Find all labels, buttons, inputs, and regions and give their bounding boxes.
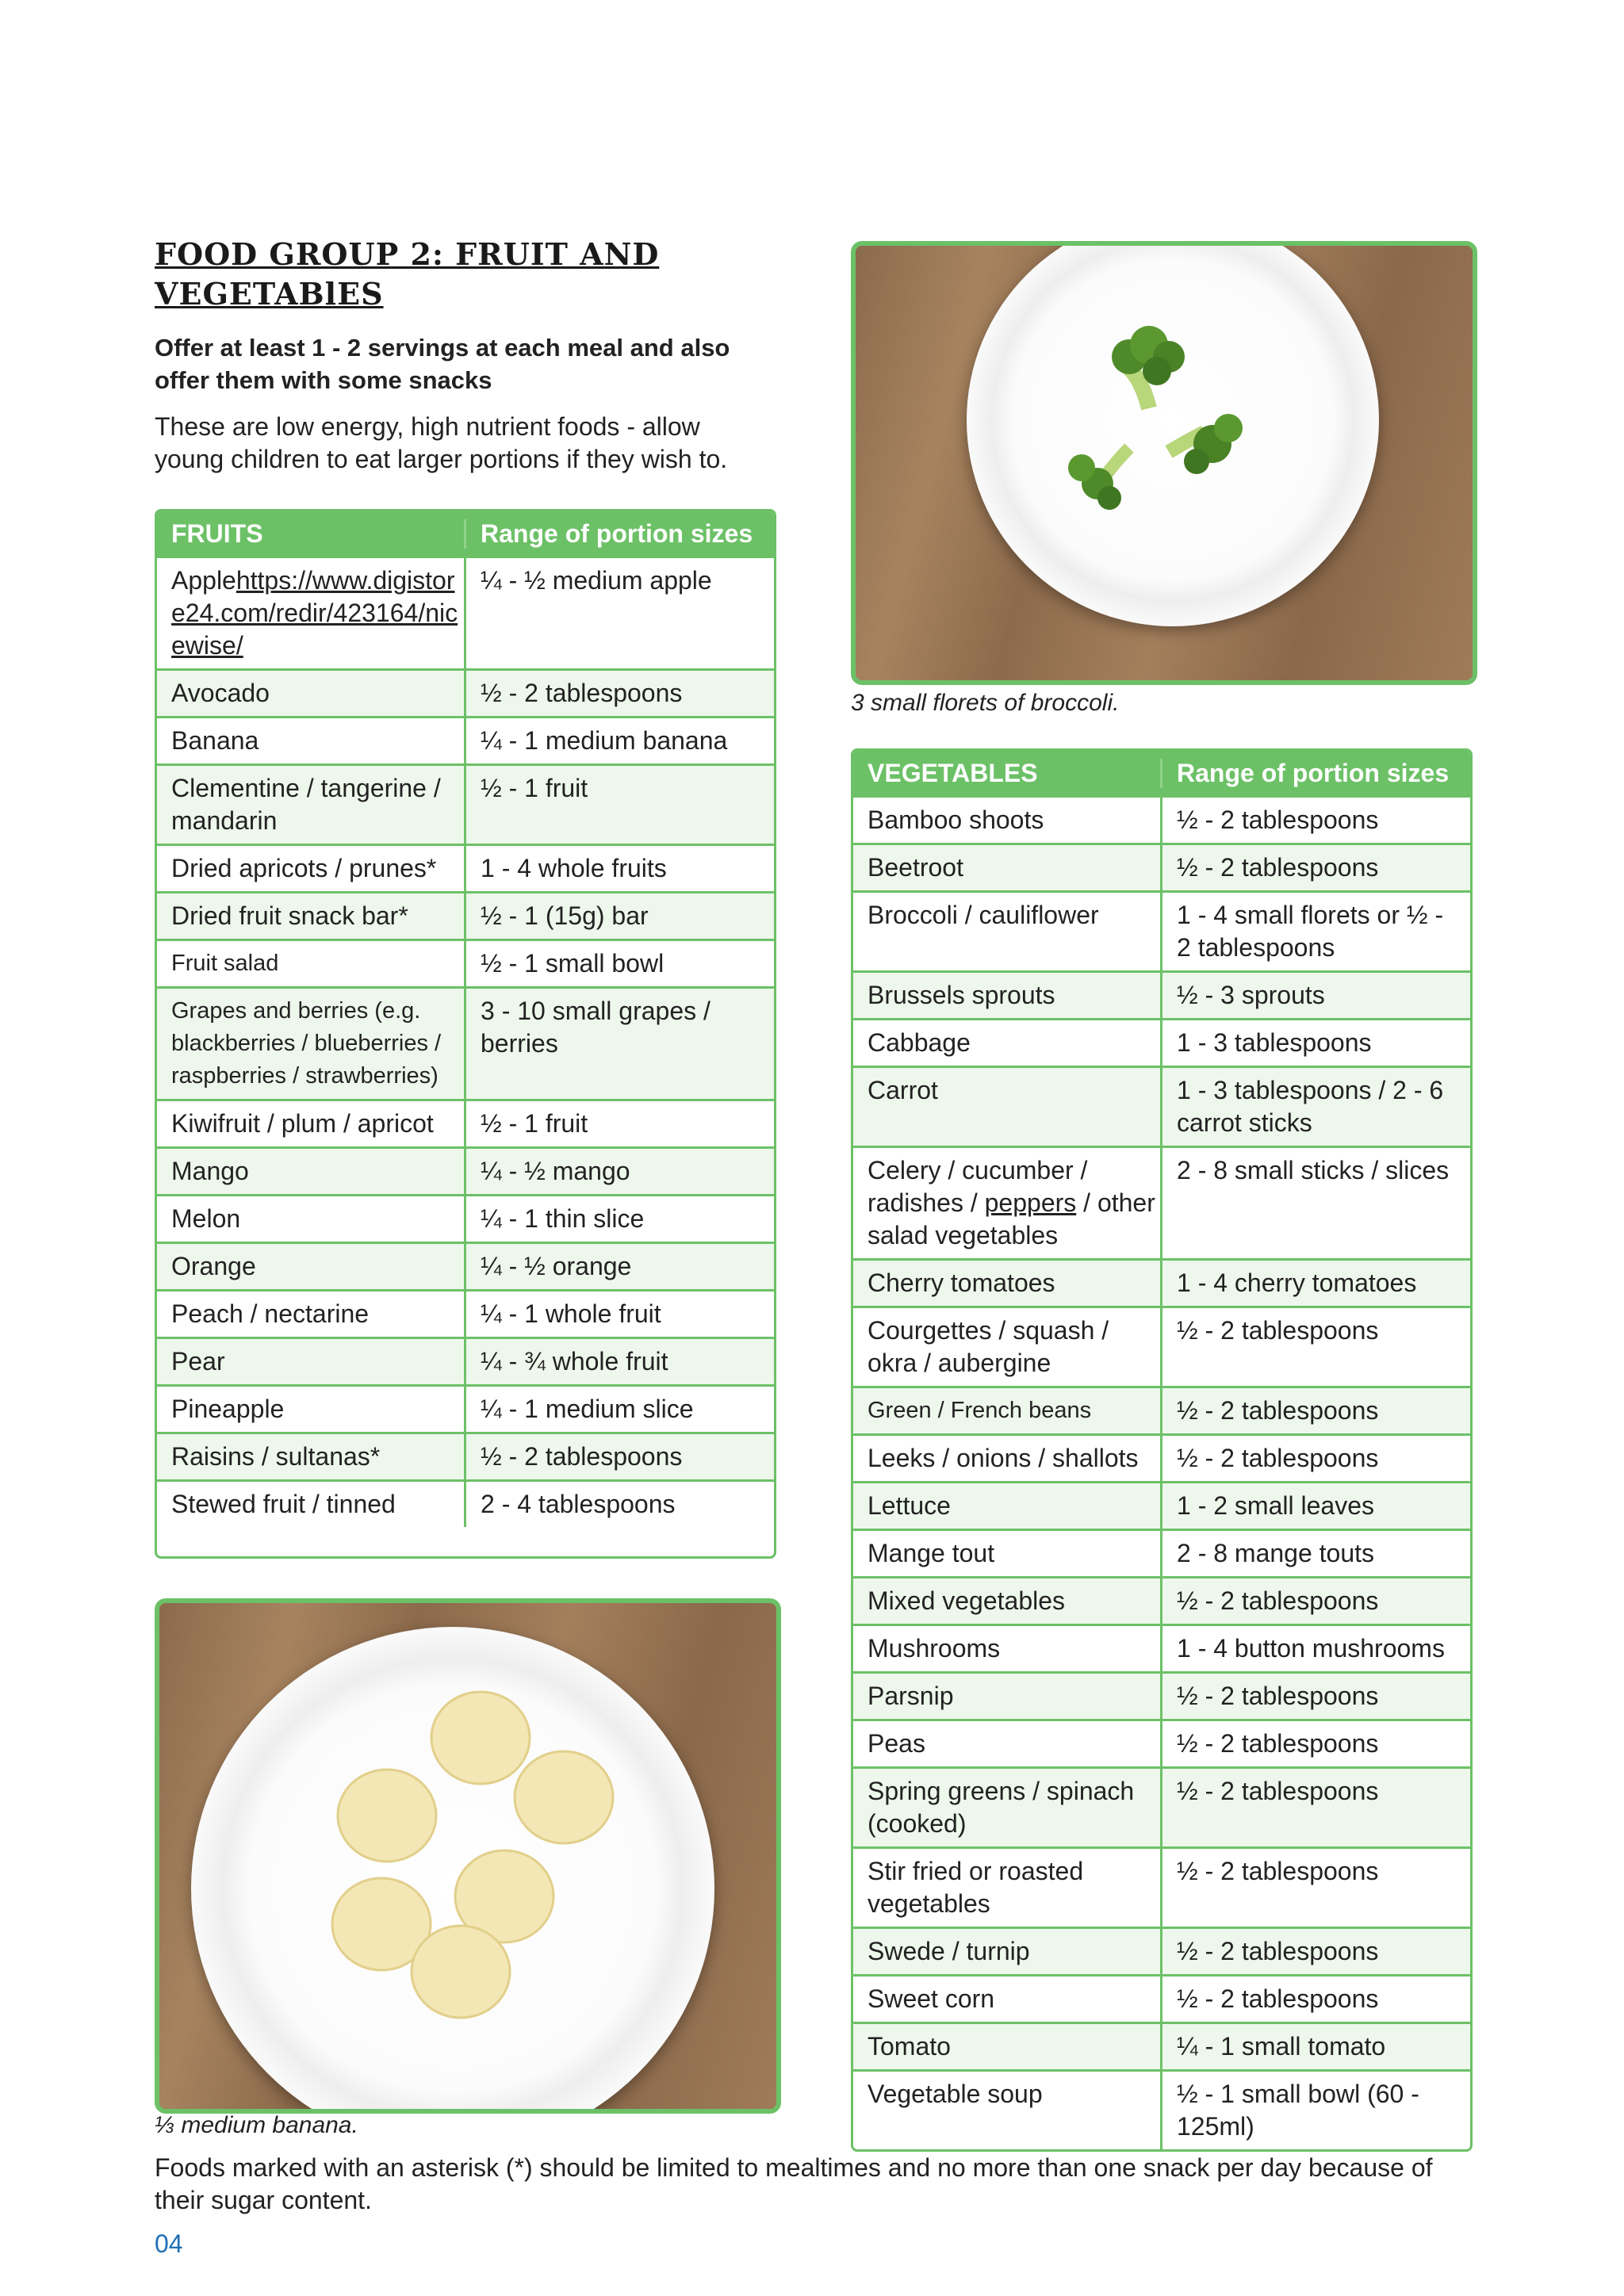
portion-cell: ¼ - ½ orange [481,1252,632,1280]
banana-slice [431,1692,530,1784]
portion-cell: ¼ - ½ medium apple [481,566,712,595]
table-row [853,1529,1470,1576]
portion-cell: ½ - 2 tablespoons [481,1442,683,1471]
food-cell: Green / French beans [853,1388,1162,1433]
table-row [853,1719,1470,1766]
food-cell [853,1148,1162,1258]
table-row [157,763,774,844]
food-cell: Dried fruit snack bar* [157,894,466,939]
vegetables-table-header [853,751,1470,795]
food-cell: Stewed fruit / tinned [157,1482,466,1527]
food-cell: Tomato [853,2024,1162,2069]
table-row [853,795,1470,843]
portion-cell: ½ - 2 tablespoons [1177,1316,1379,1345]
table-row [157,556,774,668]
portion-cell: 1 - 3 tablespoons / 2 - 6 carrot sticks [1177,1076,1444,1137]
food-name: Celery / cucumber / radishes / [868,1156,1088,1217]
broccoli-floret [1068,448,1129,510]
vegetables-table [851,748,1473,2152]
food-cell: Mushrooms [853,1626,1162,1671]
fruits-table-header [157,511,774,556]
portion-cell: 1 - 2 small leaves [1177,1491,1374,1520]
food-cell: Cherry tomatoes [853,1261,1162,1306]
portion-cell: ½ - 2 tablespoons [1177,1857,1379,1885]
table-row [853,1386,1470,1433]
table-row [853,970,1470,1018]
food-cell: Kiwifruit / plum / apricot [157,1101,466,1146]
food-cell: Courgettes / squash / okra / aubergine [853,1308,1162,1386]
portion-cell: 1 - 4 button mushrooms [1177,1634,1445,1663]
banana-photo [155,1598,781,2114]
food-cell: Cabbage [853,1020,1162,1066]
food-cell: Dried apricots / prunes* [157,846,466,891]
portion-cell: ¼ - ¾ whole fruit [481,1347,668,1376]
table-row [853,890,1470,970]
food-cell: Orange [157,1244,466,1289]
food-cell: Grapes and berries (e.g. blackberries / blueberries / raspberries / strawberries) [157,989,466,1099]
portion-cell: ½ - 2 tablespoons [1177,1586,1379,1615]
apple-link[interactable]: https://www.digistore24.com/redir/423164/nicewise/ [171,566,458,660]
food-cell: Beetroot [853,845,1162,890]
table-row [853,1576,1470,1624]
food-cell: Mange tout [853,1531,1162,1576]
food-cell: Parsnip [853,1674,1162,1719]
table-row [157,1099,774,1146]
food-cell: Mixed vegetables [853,1578,1162,1624]
portion-cell: 2 - 4 tablespoons [481,1490,676,1518]
broccoli-caption: 3 small florets of broccoli. [851,690,1120,716]
food-cell: Pear [157,1339,466,1384]
table-row [853,1671,1470,1719]
table-row [853,1258,1470,1306]
food-cell: Stir fried or roasted vegetables [853,1849,1162,1927]
portion-cell: ½ - 3 sprouts [1177,981,1325,1009]
page-number: 04 [155,2229,183,2258]
table-row [157,891,774,939]
table-row [853,1624,1470,1671]
portion-cell: ¼ - 1 whole fruit [481,1299,661,1328]
food-name: / other salad vegetables [868,1188,1155,1249]
portion-cell: ½ - 2 tablespoons [481,679,683,707]
food-cell: Lettuce [853,1483,1162,1529]
food-cell: Vegetable soup [853,2072,1162,2149]
table-row [853,1433,1470,1481]
table-row [853,1018,1470,1066]
food-cell: Swede / turnip [853,1929,1162,1974]
table-row [157,986,774,1099]
food-cell: Mango [157,1149,466,1194]
portion-cell: ½ - 2 tablespoons [1177,806,1379,834]
table-row [157,1432,774,1479]
broccoli-florets [856,246,1473,680]
table-row [853,1974,1470,2022]
table-row [157,844,774,891]
portion-cell: ¼ - 1 small tomato [1177,2032,1386,2061]
food-cell: Peach / nectarine [157,1292,466,1337]
food-cell: Brussels sprouts [853,973,1162,1018]
portion-cell: 2 - 8 small sticks / slices [1177,1156,1450,1184]
food-cell: Carrot [853,1068,1162,1146]
portion-cell: 2 - 8 mange touts [1177,1539,1375,1567]
table-row [157,668,774,716]
food-cell: Melon [157,1196,466,1242]
food-cell: Broccoli / cauliflower [853,893,1162,970]
portion-cell: 1 - 4 cherry tomatoes [1177,1269,1417,1297]
broccoli-floret [1112,326,1185,408]
table-row [157,1242,774,1289]
portion-cell: ¼ - 1 medium banana [481,726,728,755]
table-row [853,2069,1470,2149]
table-row [157,1384,774,1432]
portion-cell: ½ - 1 fruit [481,1109,588,1138]
table-row [853,843,1470,890]
food-cell: Leeks / onions / shallots [853,1436,1162,1481]
vegetables-column-header: VEGETABLES [853,759,1162,788]
table-row [853,1066,1470,1146]
portion-cell: ½ - 2 tablespoons [1177,1777,1379,1805]
food-cell: Pineapple [157,1387,466,1432]
banana-slice [338,1770,436,1862]
table-row [157,1146,774,1194]
portion-cell: ½ - 2 tablespoons [1177,853,1379,882]
portion-cell: 1 - 4 small florets or ½ - 2 tablespoons [1177,901,1444,962]
table-row [157,1194,774,1242]
food-cell: Peas [853,1721,1162,1766]
table-row [157,1337,774,1384]
banana-caption: ⅓ medium banana. [155,2112,358,2138]
portion-cell: ½ - 1 small bowl (60 - 125ml) [1177,2080,1419,2141]
table-row [853,1927,1470,1974]
portion-cell: 3 - 10 small grapes / berries [481,997,710,1058]
portion-cell: ½ - 1 small bowl [481,949,665,978]
banana-slice [515,1751,613,1843]
portion-cell: ½ - 1 (15g) bar [481,901,649,930]
table-row [157,716,774,763]
portion-column-header: Range of portion sizes [1177,758,1450,787]
portion-cell: ¼ - ½ mango [481,1157,630,1185]
peppers-link[interactable]: peppers [984,1188,1077,1217]
section-heading: FOOD GROUP 2: FRUIT AND VEGETABlES [155,236,660,312]
fruits-table [155,509,776,1559]
portion-cell: ½ - 2 tablespoons [1177,1682,1379,1710]
food-cell: Sweet corn [853,1976,1162,2022]
portion-column-header: Range of portion sizes [481,519,753,548]
table-row [853,1766,1470,1846]
banana-slices [159,1603,776,2109]
food-name: Apple [171,566,236,595]
table-row [157,939,774,986]
portion-cell: ½ - 2 tablespoons [1177,1984,1379,2013]
food-cell: Fruit salad [157,941,466,986]
broccoli-floret [1169,414,1243,474]
portion-cell: ½ - 2 tablespoons [1177,1729,1379,1758]
portion-cell: 1 - 4 whole fruits [481,854,667,882]
portion-cell: ½ - 2 tablespoons [1177,1396,1379,1425]
portion-cell: ¼ - 1 medium slice [481,1395,694,1423]
portion-cell: 1 - 3 tablespoons [1177,1028,1372,1057]
food-cell: Avocado [157,671,466,716]
asterisk-footnote: Foods marked with an asterisk (*) should be limited to mealtimes and no more than one snack per day because of their sugar content. [155,2153,1433,2214]
table-row [157,1479,774,1527]
food-cell [157,558,466,668]
portion-cell: ¼ - 1 thin slice [481,1204,645,1233]
table-row [853,1481,1470,1529]
table-row [853,1146,1470,1258]
food-cell: Bamboo shoots [853,798,1162,843]
portion-cell: ½ - 2 tablespoons [1177,1937,1379,1965]
table-row [853,2022,1470,2069]
food-cell: Raisins / sultanas* [157,1434,466,1479]
table-row [853,1846,1470,1927]
fruits-column-header: FRUITS [157,519,466,549]
portion-cell: ½ - 2 tablespoons [1177,1444,1379,1472]
servings-advice: Offer at least 1 - 2 servings at each meal and also offer them with some snacks [155,334,730,394]
table-row [157,1289,774,1337]
broccoli-photo [851,241,1477,685]
banana-slice [412,1926,510,2018]
table-row [853,1306,1470,1386]
food-cell: Banana [157,718,466,763]
food-cell: Clementine / tangerine / mandarin [157,766,466,844]
portion-cell: ½ - 1 fruit [481,774,588,802]
intro-text: These are low energy, high nutrient foods - allow young children to eat larger portions if they wish to. [155,412,728,473]
food-cell: Spring greens / spinach (cooked) [853,1769,1162,1846]
